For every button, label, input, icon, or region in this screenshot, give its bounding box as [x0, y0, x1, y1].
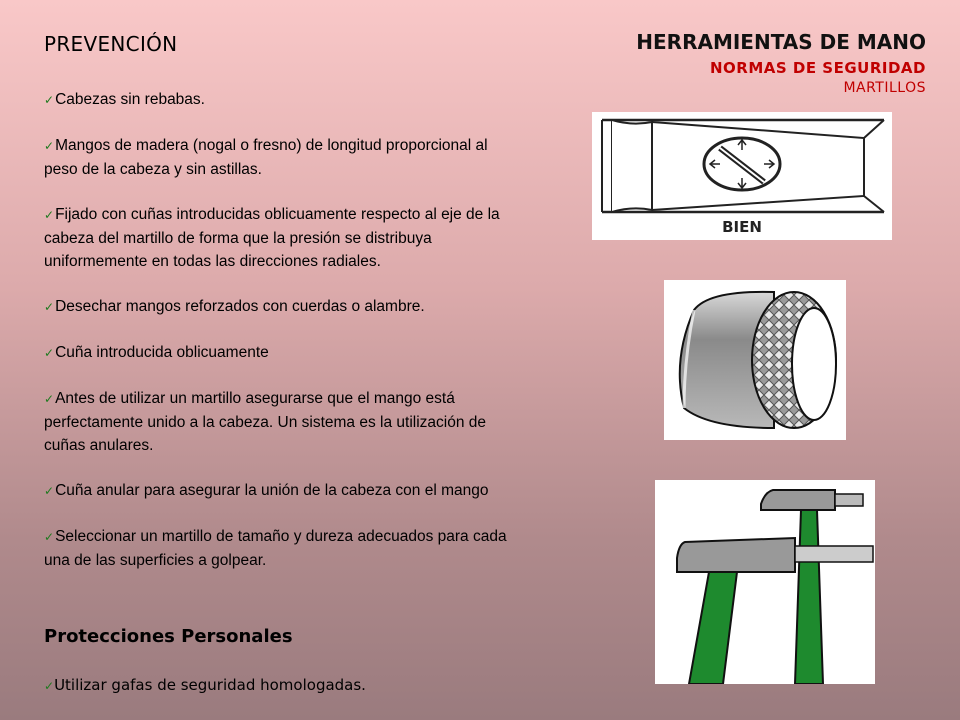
check-icon: ✓: [44, 679, 55, 693]
annular-ring-diagram: [664, 280, 846, 440]
list-item: ✓Mangos de madera (nogal o fresno) de longitud proporcional al peso de la cabeza y sin astillas.: [44, 137, 488, 178]
hammer-wedge-figure: [592, 112, 892, 240]
list-item: ✓Cabezas sin rebabas.: [44, 91, 205, 108]
hammer-head-diagram: [592, 112, 892, 240]
list-item: ✓Utilizar gafas de seguridad homologadas.: [44, 676, 366, 694]
list-item: ✓Desechar mangos reforzados con cuerdas o alambre.: [44, 298, 425, 315]
check-icon: ✓: [44, 208, 55, 222]
check-icon: ✓: [44, 93, 55, 107]
section-title-protecciones: Protecciones Personales: [44, 626, 293, 647]
prevention-list: [44, 88, 514, 594]
slide-subtitle: NORMAS DE SEGURIDAD: [709, 59, 926, 77]
section-title-prevencion: PREVENCIÓN: [44, 32, 178, 56]
list-item: ✓Antes de utilizar un martillo asegurarse que el mango está perfectamente unido a la cabeza. Un sistema es la utilización de cuñas anulares.: [44, 390, 486, 454]
annular-wedge-figure: [664, 280, 846, 440]
list-item: ✓Cuña introducida oblicuamente: [44, 344, 269, 361]
hammers-diagram: [655, 480, 875, 684]
hammer-sizes-figure: [655, 480, 875, 684]
check-icon: ✓: [44, 300, 55, 314]
slide-title: HERRAMIENTAS DE MANO: [636, 30, 926, 54]
list-item: ✓Seleccionar un martillo de tamaño y dureza adecuados para cada una de las superficies a golpear.: [44, 528, 507, 569]
check-icon: ✓: [44, 139, 55, 153]
check-icon: ✓: [44, 484, 55, 498]
slide-header: [636, 30, 926, 96]
list-item: ✓Cuña anular para asegurar la unión de la cabeza con el mango: [44, 482, 489, 499]
check-icon: ✓: [44, 530, 55, 544]
figure-label-bien: BIEN: [722, 218, 762, 236]
check-icon: ✓: [44, 346, 55, 360]
slide-topic: MARTILLOS: [843, 80, 926, 96]
check-icon: ✓: [44, 392, 55, 406]
list-item: ✓Fijado con cuñas introducidas oblicuamente respecto al eje de la cabeza del martillo de forma que la presión se distribuya uniformemente en todas las direcciones radiales.: [44, 206, 500, 270]
